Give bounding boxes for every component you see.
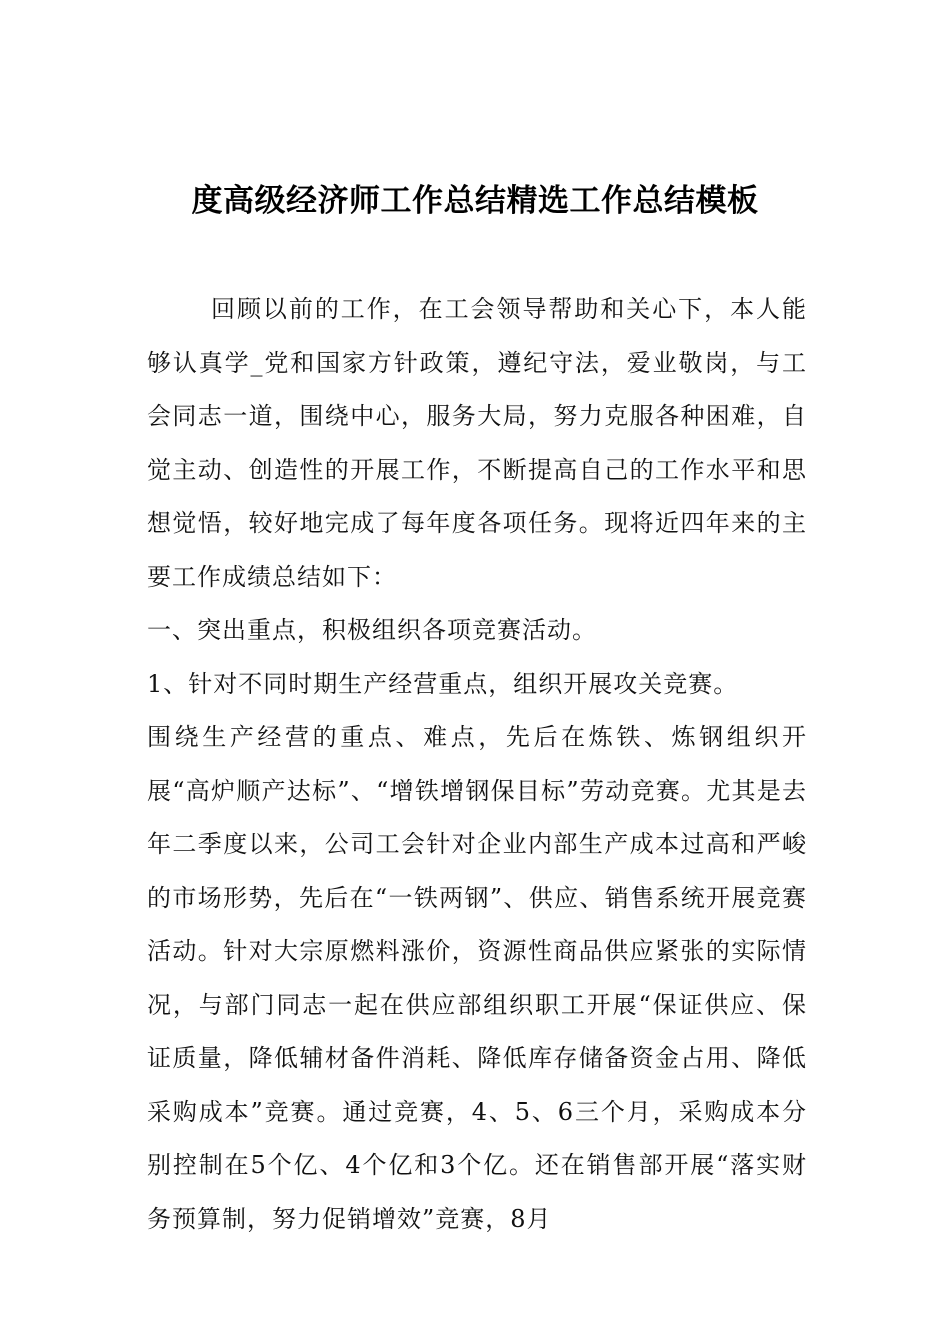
section-heading-1: 一、突出重点，积极组织各项竞赛活动。 bbox=[147, 616, 597, 644]
document-body bbox=[147, 283, 807, 1246]
intro-paragraph: 回顾以前的工作，在工会领导帮助和关心下，本人能够认真学_党和国家方针政策，遵纪守法，爱业敬岗，与工会同志一道，围绕中心，服务大局，努力克服各种困难，自觉主动、创造性的开展工作，不断提高自己的工作水平和思想觉悟，较好地完成了每年度各项任务。现将近四年来的主要工作成绩总结如下： bbox=[147, 295, 807, 591]
document-title: 度高级经济师工作总结精选工作总结模板 bbox=[191, 182, 759, 219]
subsection-heading-1: 1、针对不同时期生产经营重点，组织开展攻关竞赛。 bbox=[147, 669, 739, 698]
body-paragraph: 围绕生产经营的重点、难点，先后在炼铁、炼钢组织开展“高炉顺产达标”、“增铁增钢保目标”劳动竞赛。尤其是去年二季度以来，公司工会针对企业内部生产成本过高和严峻的市场形势，先后在“一铁两钢”、供应、销售系统开展竞赛活动。针对大宗原燃料涨价，资源性商品供应紧张的实际情况，与部门同志一起在供应部组织职工开展“保证供应、保证质量，降低辅材备件消耗、降低库存储备资金占用、降低采购成本”竞赛。通过竞赛，4、5、6三个月，采购成本分别控制在5个亿、4个亿和3个亿。还在销售部开展“落实财务预算制，努力促销增效”竞赛，8月 bbox=[147, 723, 807, 1233]
